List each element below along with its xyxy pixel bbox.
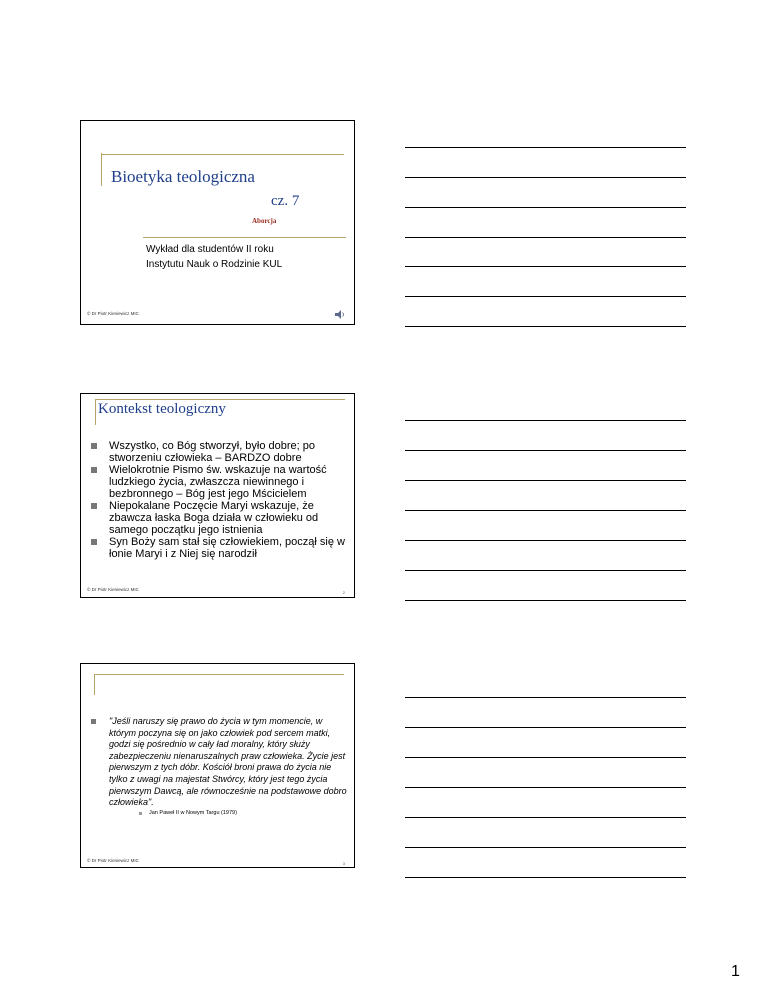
slide-1 [80, 120, 355, 325]
note-line [405, 147, 686, 148]
bullet-text: Wielokrotnie Pismo św. wskazuje na wartość ludzkiego życia, zwłaszcza niewinnego i bezbronnego – Bóg jest jego Mścicielem [109, 464, 327, 500]
title-accent-horizontal [95, 399, 345, 400]
square-bullet-icon [91, 503, 97, 509]
note-line [405, 600, 686, 601]
title-accent-horizontal [94, 674, 344, 675]
note-line [405, 510, 686, 511]
slide-1-line-2: Instytutu Nauk o Rodzinie KUL [146, 259, 283, 270]
slide-1-subtitle: cz. 7 [271, 193, 300, 209]
list-item [91, 536, 351, 560]
title-accent-vertical [94, 674, 95, 695]
slide-3-footer: © Dr Piotr Kieniewicz MIC [87, 858, 139, 863]
title-accent-vertical [95, 399, 96, 425]
speaker-icon [335, 310, 346, 319]
slide-1-footer: © Dr Piotr Kieniewicz MIC [87, 311, 139, 316]
bullet-text: Syn Boży sam stał się człowiekiem, począł się w łonie Maryi i z Niej się narodził [109, 536, 345, 560]
note-line [405, 847, 686, 848]
small-bullet-icon [139, 812, 142, 815]
bullet-text: Wszystko, co Bóg stworzył, było dobre; po stworzeniu człowieka – BARDZO dobre [109, 440, 316, 464]
note-line [405, 177, 686, 178]
square-bullet-icon [91, 719, 96, 724]
note-line [405, 787, 686, 788]
note-line [405, 237, 686, 238]
slide-2-bullet-list [91, 440, 351, 560]
note-line [405, 207, 686, 208]
bullet-text: Niepokalane Poczęcie Maryi wskazuje, że zbawcza łaska Boga działa w człowieku od samego początku jego istnienia [109, 500, 319, 536]
attribution-text: Jan Paweł II w Nowym Targu (1979) [149, 810, 237, 816]
note-line [405, 540, 686, 541]
title-accent-horizontal [101, 154, 344, 155]
note-line [405, 570, 686, 571]
slide-3 [80, 663, 355, 868]
note-line [405, 757, 686, 758]
slide-3-number: 3 [342, 861, 345, 866]
square-bullet-icon [91, 467, 97, 473]
title-accent-vertical [101, 153, 102, 186]
quote-text: "Jeśli naruszy się prawo do życia w tym momencie, w którym poczyna się on jako człowiek pod sercem matki, godzi się pośrednio w cały ład moralny, który służy zabezpieczeniu nienaruszalnych praw człowieka. Życie jest pierwszym z tych dóbr. Kościół broni prawa do życia nie tylko z uwagi na majestat Stwórcy, który jest tego życia pierwszym Dawcą, ale równocześnie na podstawowe dobro człowieka". [109, 716, 347, 808]
slide-2-number: 2 [342, 590, 345, 595]
list-item [91, 500, 351, 536]
list-item [91, 464, 351, 500]
slide-2-title: Kontekst teologiczny [98, 401, 226, 417]
slide-1-line-1: Wykład dla studentów II roku [146, 244, 274, 255]
slide-1-topic: Aborcja [252, 217, 277, 225]
note-line [405, 450, 686, 451]
slide-3-quote [91, 716, 349, 809]
list-item [91, 440, 351, 464]
note-line [405, 296, 686, 297]
page-number: 1 [731, 963, 740, 980]
note-line [405, 480, 686, 481]
slide-3-attribution [139, 810, 237, 816]
slide-1-title: Bioetyka teologiczna [111, 167, 255, 186]
slide-1-divider [143, 237, 346, 238]
slide-2-footer: © Dr Piotr Kieniewicz MIC [87, 587, 139, 592]
square-bullet-icon [91, 539, 97, 545]
square-bullet-icon [91, 443, 97, 449]
note-line [405, 697, 686, 698]
note-line [405, 877, 686, 878]
note-line [405, 727, 686, 728]
note-line [405, 266, 686, 267]
note-line [405, 817, 686, 818]
slide-2 [80, 393, 355, 598]
note-line [405, 326, 686, 327]
note-line [405, 420, 686, 421]
